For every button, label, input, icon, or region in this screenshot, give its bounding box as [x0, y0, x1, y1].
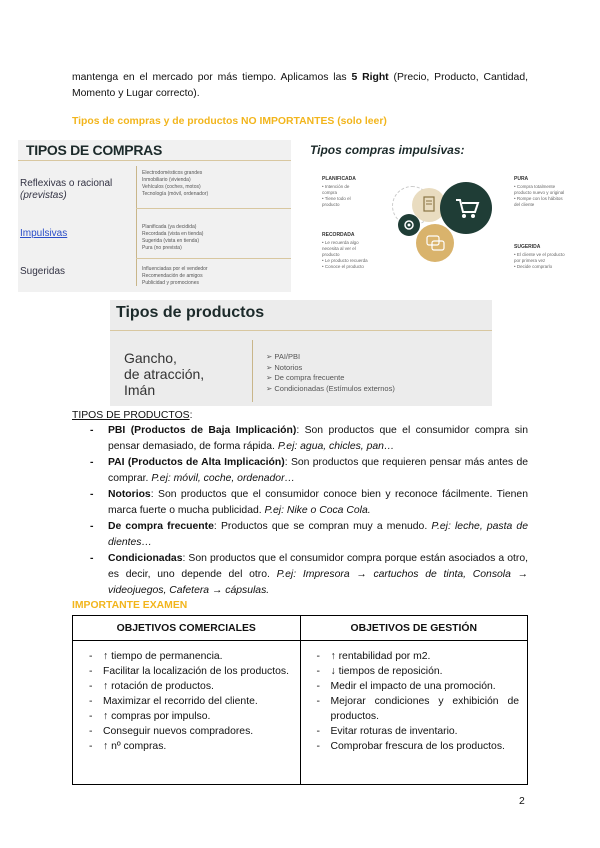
term: PBI (Productos de Baja Implicación) [108, 425, 297, 436]
heading-colon: : [189, 410, 193, 421]
arrow-icon: ➢ [266, 352, 275, 361]
list-item: Influenciadas por el vendedor [142, 266, 208, 272]
objectives-table [72, 615, 528, 785]
arrow-icon: ➢ [266, 362, 275, 372]
text-line: de atracción, [124, 366, 205, 382]
compras-impulsivas-image [304, 140, 582, 292]
list-item: Vehículos (coches, motos) [142, 184, 201, 190]
term: PAI (Productos de Alta Implicación) [108, 457, 285, 468]
arrow-icon: ➢ [266, 373, 275, 382]
planificada-text [322, 184, 351, 208]
heading-text: TIPOS DE PRODUCTOS [72, 410, 190, 421]
list-item: - ↑ compras por impulso. [81, 709, 292, 724]
tipos-productos-image [110, 300, 492, 406]
list-item: - ↑ rotación de productos. [81, 679, 292, 694]
table-header-row [73, 616, 528, 641]
list-item: Tecnología (móvil, ordenador) [142, 191, 209, 197]
text-line: del cliente [514, 202, 535, 207]
product-types-list [266, 352, 395, 394]
text-line: • Le recuerda algo [322, 240, 359, 245]
text-line: • Intención de [322, 184, 350, 189]
row-label-subtext: (previstas) [20, 190, 67, 201]
term: De compra frecuente [108, 521, 214, 532]
list-item: Sugerida (vista en tienda) [142, 238, 199, 244]
text-line: compra [322, 190, 338, 195]
section-heading-important: IMPORTANTE EXAMEN [72, 600, 188, 611]
tipos-productos-heading [72, 410, 192, 421]
text-line: producto [322, 252, 340, 257]
list-item-text: Condicionadas (Estímulos externos) [274, 383, 395, 393]
text-line: Gancho, [124, 350, 177, 366]
list-item: Pura (no prevista) [142, 245, 182, 251]
definition: : Son productos que el consumidor conoce bien y reconoce fácilmente. Tienen marca fuerte o mucha publicidad. [108, 489, 528, 516]
list-item: Recomendación de amigos [142, 273, 203, 279]
pura-text [514, 184, 564, 208]
divider [136, 258, 291, 259]
list-item: - Evitar roturas de inventario. [309, 724, 520, 739]
text-line: • Tiene todo el [322, 196, 351, 201]
chat-icon [416, 224, 454, 262]
example: P.ej: móvil, coche, ordenador… [151, 473, 295, 484]
bullet-list [142, 224, 203, 252]
list-item: Electrodomésticos grandes [142, 170, 203, 176]
divider [18, 160, 291, 161]
row-label-sugeridas: Sugeridas [20, 266, 66, 277]
tipos-compras-title: TIPOS DE COMPRAS [26, 142, 162, 158]
list-item: - ↑ nº compras. [81, 739, 292, 754]
column-header: OBJETIVOS DE GESTIÓN [300, 616, 528, 641]
row-label-reflexivas [20, 178, 112, 202]
text-line: • Compra totalmente [514, 184, 556, 189]
tipos-compras-image [18, 140, 291, 292]
list-item: Planificada (ya decidida) [142, 224, 197, 230]
list-item: Inmobiliario (vivienda) [142, 177, 191, 183]
list-item: - ↑ tiempo de permanencia. [81, 649, 292, 664]
list-item: Publicidad y promociones [142, 280, 199, 286]
list-item [90, 455, 528, 487]
commercial-objectives-list [81, 649, 292, 754]
intro-paragraph [72, 70, 528, 102]
list-item: - ↓ tiempos de reposición. [309, 664, 520, 679]
list-item [90, 551, 528, 599]
tipos-productos-title: Tipos de productos [116, 304, 265, 321]
text-line: producto [322, 202, 340, 207]
list-item [266, 352, 395, 363]
bullet-list [142, 170, 208, 198]
definition: : Son productos que el consumidor compra sin pensar demasiado, de forma rápida. [108, 425, 528, 452]
list-item [266, 384, 395, 395]
term: Condicionadas [108, 553, 183, 564]
arrow-icon: ➢ [266, 383, 275, 393]
text-line: • Conoce el producto [322, 264, 364, 269]
list-item-text: PAI/PBI [274, 352, 301, 361]
list-item [90, 487, 528, 519]
list-item: - ↑ rentabilidad por m2. [309, 649, 520, 664]
example: P.ej: Nike o Coca Cola. [264, 505, 371, 516]
row-label-text: Reflexivas o racional [20, 178, 113, 189]
definition: : Productos que se compran muy a menudo. [213, 521, 432, 532]
list-item: - Mejorar condiciones y exhibición de productos. [309, 694, 520, 724]
sugerida-text [514, 252, 565, 270]
label-sugerida: SUGERIDA [514, 244, 541, 250]
row-label-impulsivas: Impulsivas [20, 228, 68, 239]
section-heading-not-important: Tipos de compras y de productos NO IMPORTANTES (solo leer) [72, 116, 387, 127]
column-header: OBJETIVOS COMERCIALES [73, 616, 301, 641]
label-recordada: RECORDADA [322, 232, 355, 238]
text-line: • El cliente ve el producto [514, 252, 565, 257]
list-item: - Comprobar frescura de los productos. [309, 739, 520, 754]
example: P.ej: Impresora → cartuchos de tinta, Consola → videojuegos, Cafetera → cápsulas. [108, 569, 529, 596]
text-line: Imán [124, 382, 156, 398]
product-types-definitions [90, 423, 528, 599]
list-item-text: De compra frecuente [274, 373, 345, 382]
text-line: producto nuevo y original [514, 190, 565, 195]
divider [252, 340, 253, 402]
label-pura: PURA [514, 176, 529, 182]
recordada-text [322, 240, 368, 270]
five-right-term: 5 Right [351, 72, 389, 83]
divider [136, 166, 137, 286]
page-number: 2 [519, 796, 525, 807]
text-line: • Le producto recuerda [322, 258, 368, 263]
list-item: - Medir el impacto de una promoción. [309, 679, 520, 694]
intro-text: mantenga en el mercado por más tiempo. Aplicamos las [72, 72, 352, 83]
list-item-text: Notorios [274, 362, 303, 372]
definition: : Son productos que requieren pensar más antes de comprar. [108, 457, 528, 484]
list-item [90, 423, 528, 455]
list-item: - Maximizar el recorrido del cliente. [81, 694, 292, 709]
definition: : Son productos que el consumidor compra porque están asociados a otro, es decir, uno depende del otro. [108, 553, 528, 580]
table-cell [300, 641, 528, 785]
label-planificada: PLANIFICADA [322, 176, 356, 182]
list-item: Recordada (vista en tienda) [142, 231, 204, 237]
list-item: - Facilitar la localización de los productos. [81, 664, 292, 679]
example: P.ej: leche, pasta de dientes… [108, 521, 528, 548]
bullet-list [142, 266, 208, 287]
table-row [73, 641, 528, 785]
text-line: • Decide comprarlo [514, 264, 553, 269]
text-line: necesita al ver el [322, 246, 356, 251]
list-item [266, 373, 395, 384]
list-item: - Conseguir nuevos compradores. [81, 724, 292, 739]
impulsivas-title: Tipos compras impulsivas: [310, 143, 465, 157]
table-cell [73, 641, 301, 785]
intro-text-end: (Precio, Producto, Cantidad, Momento y Lugar correcto). [72, 72, 528, 99]
gancho-text [124, 350, 204, 398]
divider [136, 208, 291, 209]
example: P.ej: agua, chicles, pan… [277, 441, 395, 452]
text-line: por primera vez [514, 258, 546, 263]
divider [110, 330, 492, 331]
term: Notorios [108, 489, 151, 500]
management-objectives-list [309, 649, 520, 754]
list-item [266, 363, 395, 374]
list-item [90, 519, 528, 551]
text-line: • Rompe con los hábitos [514, 196, 563, 201]
